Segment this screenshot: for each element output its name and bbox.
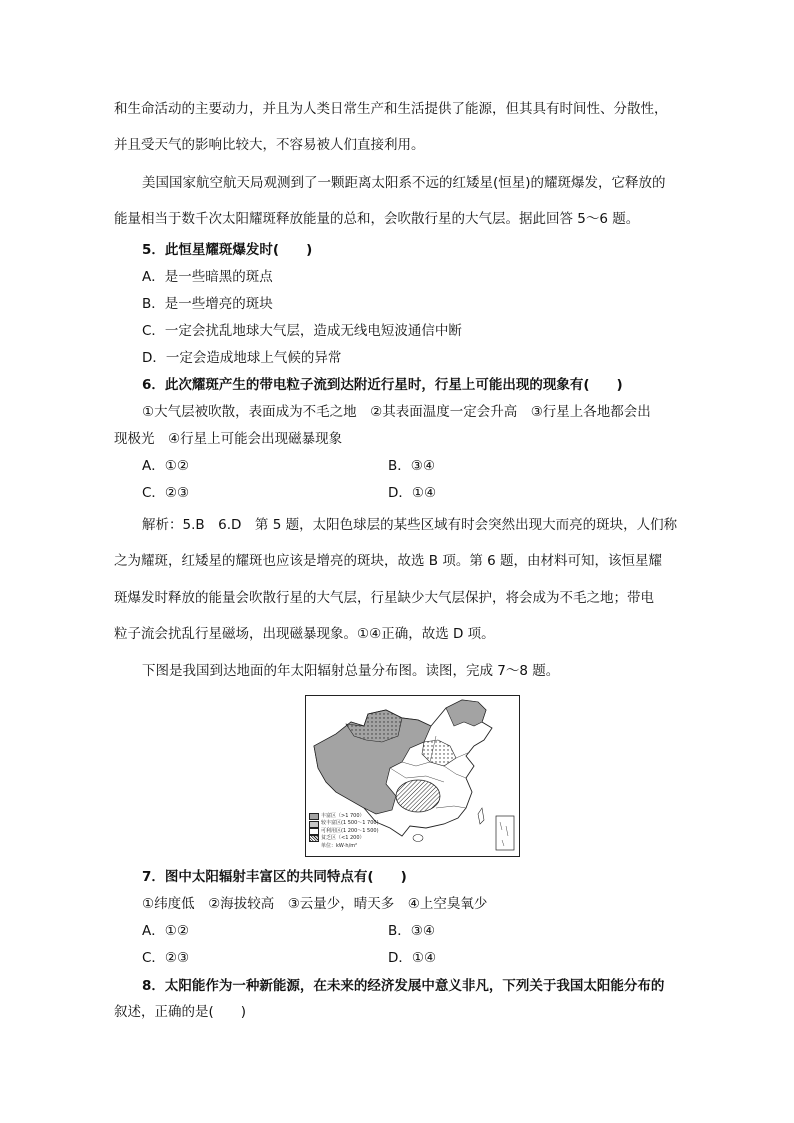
question-8-stem: 8．太阳能作为一种新能源，在未来的经济发展中意义非凡，下列关于我国太阳能分布的: [142, 978, 665, 994]
question-7-stem: 7．图中太阳辐射丰富区的共同特点有( ): [142, 869, 407, 885]
rich-swatch-icon: [309, 813, 319, 820]
blank-swatch-icon: [309, 828, 319, 835]
hatched-swatch-icon: [309, 835, 319, 842]
question-6-stem: 6．此次耀斑产生的带电粒子流到达附近行星时，行星上可能出现的现象有( ): [142, 377, 623, 393]
passage-line: 和生命活动的主要动力，并且为人类日常生产和生活提供了能源，但其具有时间性、分散性，: [114, 101, 668, 117]
solar-radiation-map: [305, 695, 520, 857]
question-6-option-a: A．①②: [142, 458, 189, 474]
question-7-option-d: D．①④: [388, 950, 437, 966]
analysis-line: 之为耀斑，红矮星的耀斑也应该是增亮的斑块，故选 B 项。第 6 题，由材料可知，该恒星耀: [114, 553, 663, 569]
question-7-option-c: C．②③: [142, 950, 190, 966]
map-legend: [309, 813, 379, 850]
analysis-line: 粒子流会扰乱行星磁场，出现磁暴现象。①④正确，故选 D 项。: [114, 626, 495, 642]
question-6-option-d: D．①④: [388, 485, 437, 501]
question-7-option-b: B．③④: [388, 923, 435, 939]
question-5-option-a: A．是一些暗黑的斑点: [142, 269, 273, 285]
analysis-line: 解析：5.B 6.D 第 5 题，太阳色球层的某些区域有时会突然出现大而亮的斑块，人们称: [142, 517, 678, 533]
question-5-option-c: C．一定会扰乱地球大气层，造成无线电短波通信中断: [142, 323, 462, 339]
dotted-swatch-icon: [309, 821, 319, 828]
legend-item-fair: 较丰富区(1 500～1 700): [309, 820, 379, 827]
question-7-option-a: A．①②: [142, 923, 189, 939]
legend-item-usable: 可利用区(1 200～1 500): [309, 828, 379, 835]
question-5-option-d: D．一定会造成地球上气候的异常: [142, 350, 342, 366]
question-5-option-b: B．是一些增亮的斑块: [142, 296, 273, 312]
question-6-items: 现极光 ④行星上可能会出现磁暴现象: [114, 431, 343, 447]
question-6-items: ①大气层被吹散，表面成为不毛之地 ②其表面温度一定会升高 ③行星上各地都会出: [142, 404, 651, 420]
legend-item-poor: 贫乏区（<1 200）: [309, 835, 379, 842]
legend-unit: 单位：kW·h/m²: [321, 842, 358, 849]
question-5-stem: 5．此恒星耀斑爆发时( ): [142, 242, 313, 258]
legend-item-rich: 丰富区（>1 700）: [309, 813, 379, 820]
intro-7-8: 下图是我国到达地面的年太阳辐射总量分布图。读图，完成 7～8 题。: [142, 663, 560, 679]
question-8-stem-cont: 叙述，正确的是( ): [114, 1004, 247, 1020]
question-6-option-b: B．③④: [388, 458, 435, 474]
question-7-items: ①纬度低 ②海拔较高 ③云量少，晴天多 ④上空臭氧少: [142, 896, 488, 912]
passage-line: 并且受天气的影响比较大，不容易被人们直接利用。: [114, 137, 425, 153]
passage-line: 能量相当于数千次太阳耀斑释放能量的总和，会吹散行星的大气层。据此回答 5～6 题。: [114, 211, 640, 227]
question-6-option-c: C．②③: [142, 485, 190, 501]
analysis-line: 斑爆发时释放的能量会吹散行星的大气层，行星缺少大气层保护，将会成为不毛之地；带电: [114, 590, 654, 606]
passage-line: 美国国家航空航天局观测到了一颗距离太阳系不远的红矮星(恒星)的耀斑爆发，它释放的: [142, 175, 666, 191]
